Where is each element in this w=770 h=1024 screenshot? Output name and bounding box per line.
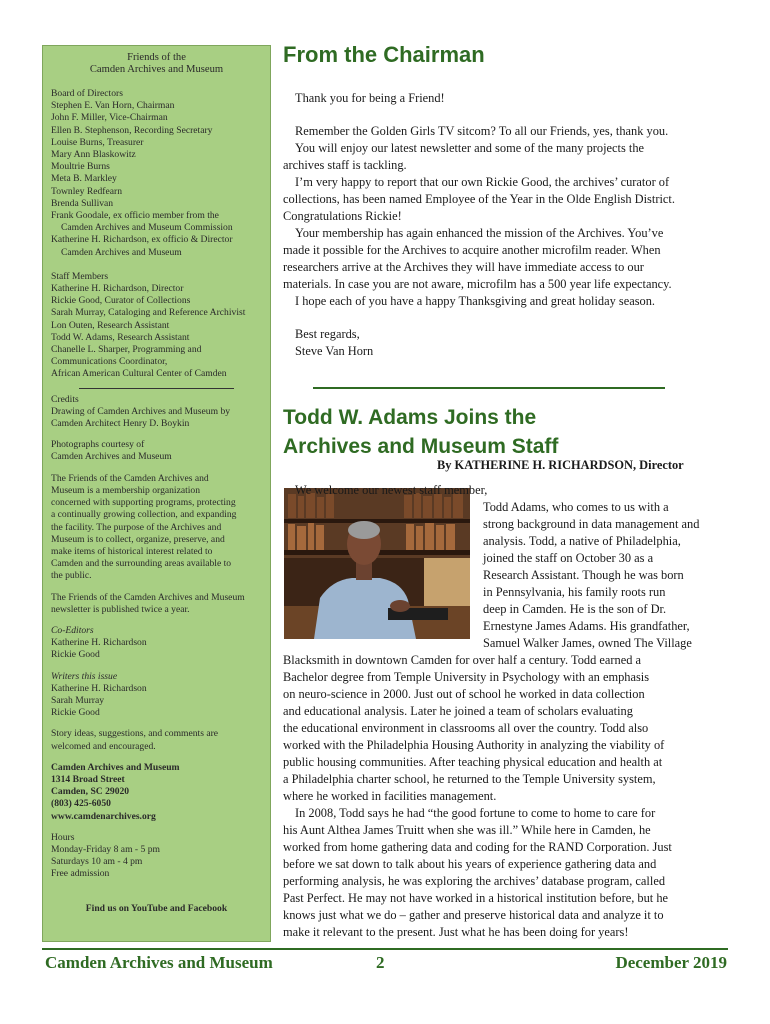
sidebar-title <box>51 52 262 76</box>
board-member: Frank Goodale, ex officio member from the <box>51 210 219 222</box>
purpose-statement <box>51 473 262 583</box>
sidebar-divider <box>79 388 234 389</box>
staff-member: Chanelle L. Sharper, Programming and <box>51 344 202 356</box>
chairman-line: collections, has been named Employee of the Year in the Olde English District. <box>283 192 675 206</box>
chairman-body <box>283 90 728 360</box>
board-member: Katherine H. Richardson, ex officio & Director <box>51 234 233 246</box>
article-byline: By KATHERINE H. RICHARDSON, Director <box>437 458 684 472</box>
article-line: knows just what we do – gather and preserve historical data and analyze it to <box>283 908 664 922</box>
writers-heading: Writers this issue <box>51 670 118 682</box>
board-member: Camden Archives and Museum Commission <box>61 222 233 234</box>
staff-member: Todd W. Adams, Research Assistant <box>51 331 190 343</box>
photo-credits-line: Photographs courtesy of <box>51 439 145 451</box>
board-member: Mary Ann Blaskowitz <box>51 149 136 161</box>
social-note: Find us on YouTube and Facebook <box>85 902 228 914</box>
purpose-line: The Friends of the Camden Archives and <box>51 472 209 484</box>
address-line: Camden Archives and Museum <box>51 761 180 773</box>
article-line: public housing communities. After teaching physical education and health at <box>283 755 663 769</box>
board-member: Brenda Sullivan <box>51 197 114 209</box>
publication-line: The Friends of the Camden Archives and Museum <box>51 591 245 603</box>
article-line: Bachelor degree from Temple University in Psychology with an emphasis <box>283 670 650 684</box>
purpose-line: Museum is to collect, organize, preserve, and <box>51 533 225 545</box>
board-member: Louise Burns, Treasurer <box>51 136 144 148</box>
signature: Steve Van Horn <box>295 344 374 358</box>
hours-line: Free admission <box>51 868 110 880</box>
story-ideas-line: Story ideas, suggestions, and comments are <box>51 728 219 740</box>
article-line: make it relevant to the present. Just what he has been doing for years! <box>283 925 629 939</box>
article-line: In 2008, Todd says he had “the good fortune to come to home to care for <box>295 806 656 820</box>
staff-member: Rickie Good, Curator of Collections <box>51 295 191 307</box>
sidebar-title-line-2: Camden Archives and Museum <box>89 64 224 75</box>
staff-member: Lon Outen, Research Assistant <box>51 319 170 331</box>
article-line: worked with the Philadelphia Housing Authority in analyzing the viability of <box>283 738 665 752</box>
contact-address <box>51 762 262 823</box>
article-line: worked from home gathering data and coding for the RAND Corporation. Just <box>283 840 672 854</box>
article-line: in Pennsylvania, his family roots run <box>483 585 666 599</box>
writer: Katherine H. Richardson <box>51 682 147 694</box>
sidebar-panel <box>42 45 271 942</box>
chairman-line: I hope each of you have a happy Thanksgiving and great holiday season. <box>295 294 656 308</box>
board-heading: Board of Directors <box>51 88 123 99</box>
address-line: Camden, SC 29020 <box>51 786 130 798</box>
writer: Rickie Good <box>51 707 100 719</box>
section-divider <box>313 387 665 389</box>
chairman-line: You will enjoy our latest newsletter and some of the many projects the <box>295 141 645 155</box>
sidebar-title-line-1: Friends of the <box>127 52 186 63</box>
story-ideas-line: welcomed and encouraged. <box>51 740 156 752</box>
credits <box>51 394 262 431</box>
credits-line: Camden Architect Henry D. Boykin <box>51 418 190 430</box>
chairman-letter <box>283 40 728 360</box>
photo-credits <box>51 439 262 463</box>
footer-date: December 2019 <box>615 953 727 972</box>
chairman-line: materials. In case you are not aware, microfilm has a 500 year life expectancy. <box>283 277 672 291</box>
page-footer <box>45 951 727 975</box>
purpose-line: a continually growing collection, and expanding <box>51 509 237 521</box>
article-line: Samuel Walker James, owned The Village <box>483 636 692 650</box>
chairman-line: made it possible for the Archives to acquire another microfilm reader. When <box>283 243 661 257</box>
article-line: strong background in data management and <box>483 517 700 531</box>
credits-line: Drawing of Camden Archives and Museum by <box>51 405 231 417</box>
credits-heading: Credits <box>51 393 79 405</box>
staff-members <box>51 271 262 381</box>
purpose-line: concerned with supporting programs, protecting <box>51 497 236 509</box>
purpose-line: make items of historical interest related to <box>51 545 213 557</box>
hours-heading: Hours <box>51 831 75 843</box>
co-editor: Katherine H. Richardson <box>51 637 147 649</box>
board-member: Ellen B. Stephenson, Recording Secretary <box>51 124 213 136</box>
staff-member: Sarah Murray, Cataloging and Reference Archivist <box>51 307 246 319</box>
writers <box>51 671 262 720</box>
story-ideas <box>51 728 262 752</box>
article-line: before we sat down to talk about his years of experience gathering data and <box>283 857 657 871</box>
article-line: Past Perfect. He may not have worked in a historical institution before, but he <box>283 891 669 905</box>
board-member: Moultrie Burns <box>51 161 110 173</box>
board-member: John F. Miller, Vice-Chairman <box>51 112 168 124</box>
page-number: 2 <box>376 953 385 972</box>
hours-line: Monday-Friday 8 am - 5 pm <box>51 843 160 855</box>
article-heading-line-1: Todd W. Adams Joins the <box>283 406 537 429</box>
board-member: Townley Redfearn <box>51 185 122 197</box>
article-line: Todd Adams, who comes to us with a <box>483 500 669 514</box>
co-editors-heading: Co-Editors <box>51 624 94 636</box>
article-line: a Philadelphia charter school, he returned to the Temple University system, <box>283 772 656 786</box>
article-line: We welcome our newest staff member, <box>295 483 488 497</box>
article-line: where he worked in facilities management. <box>283 789 497 803</box>
writer: Sarah Murray <box>51 694 105 706</box>
hours <box>51 832 262 881</box>
closing: Best regards, <box>295 327 360 341</box>
photo-credits-line: Camden Archives and Museum <box>51 451 172 463</box>
publication-line: newsletter is published twice a year. <box>51 603 190 615</box>
purpose-line: the public. <box>51 570 92 582</box>
publication-note <box>51 592 262 616</box>
chairman-line: I’m very happy to report that our own Rickie Good, the archives’ curator of <box>295 175 670 189</box>
chairman-line: Remember the Golden Girls TV sitcom? To all our Friends, yes, thank you. <box>295 124 669 138</box>
staff-member: African American Cultural Center of Camden <box>51 368 227 380</box>
chairman-line: Your membership has again enhanced the mission of the Archives. You’ve <box>295 226 664 240</box>
article-line: deep in Camden. He is the son of Dr. <box>483 602 667 616</box>
chairman-heading: From the Chairman <box>283 42 485 67</box>
article-line: joined the staff on October 30 as a <box>483 551 654 565</box>
board-member: Stephen E. Van Horn, Chairman <box>51 100 175 112</box>
board-member: Meta B. Markley <box>51 173 117 185</box>
board-of-directors <box>51 88 262 259</box>
chairman-line: Congratulations Rickie! <box>283 209 402 223</box>
board-member: Camden Archives and Museum <box>61 246 182 258</box>
purpose-line: Museum is a membership organization <box>51 484 201 496</box>
address-line: 1314 Broad Street <box>51 773 125 785</box>
hours-line: Saturdays 10 am - 4 pm <box>51 856 143 868</box>
footer-divider <box>42 948 728 950</box>
article-line: on neuro-science in 2000. Just out of school he worked in data collection <box>283 687 645 701</box>
co-editors <box>51 625 262 662</box>
staff-member: Communications Coordinator, <box>51 356 168 368</box>
article-line: performing analysis, he was exploring the archives’ database program, called <box>283 874 666 888</box>
article-line: his Aunt Althea James Truitt when she was ill.” While here in Camden, he <box>283 823 651 837</box>
chairman-paragraph: Thank you for being a Friend! <box>295 91 445 105</box>
staff-member: Katherine H. Richardson, Director <box>51 283 184 295</box>
footer-publication: Camden Archives and Museum <box>45 953 273 972</box>
purpose-line: Camden and the surrounding areas available to <box>51 558 232 570</box>
co-editor: Rickie Good <box>51 649 100 661</box>
article-line: the educational environment in classrooms all over the country. Todd also <box>283 721 649 735</box>
article-heading-line-2: Archives and Museum Staff <box>283 435 559 458</box>
purpose-line: the facility. The purpose of the Archives and <box>51 521 222 533</box>
article-line: Ernestyne James Adams. His grandfather, <box>483 619 690 633</box>
chairman-line: archives staff is tackling. <box>283 158 407 172</box>
article-body <box>283 482 728 941</box>
article-line: analysis. Todd, a native of Philadelphia, <box>483 534 681 548</box>
phone-number: (803) 425-6050 <box>51 798 111 810</box>
article-line: Research Assistant. Though he was born <box>483 568 684 582</box>
chairman-line: researchers arrive at the Archives they will have immediate access to our <box>283 260 644 274</box>
article-heading <box>283 403 613 461</box>
article-line: and educational analysis. Later he joined a team of scholars evaluating <box>283 704 633 718</box>
staff-heading: Staff Members <box>51 270 109 282</box>
article-line: Blacksmith in downtown Camden for over half a century. Todd earned a <box>283 653 642 667</box>
website-link[interactable]: www.camdenarchives.org <box>51 810 156 822</box>
